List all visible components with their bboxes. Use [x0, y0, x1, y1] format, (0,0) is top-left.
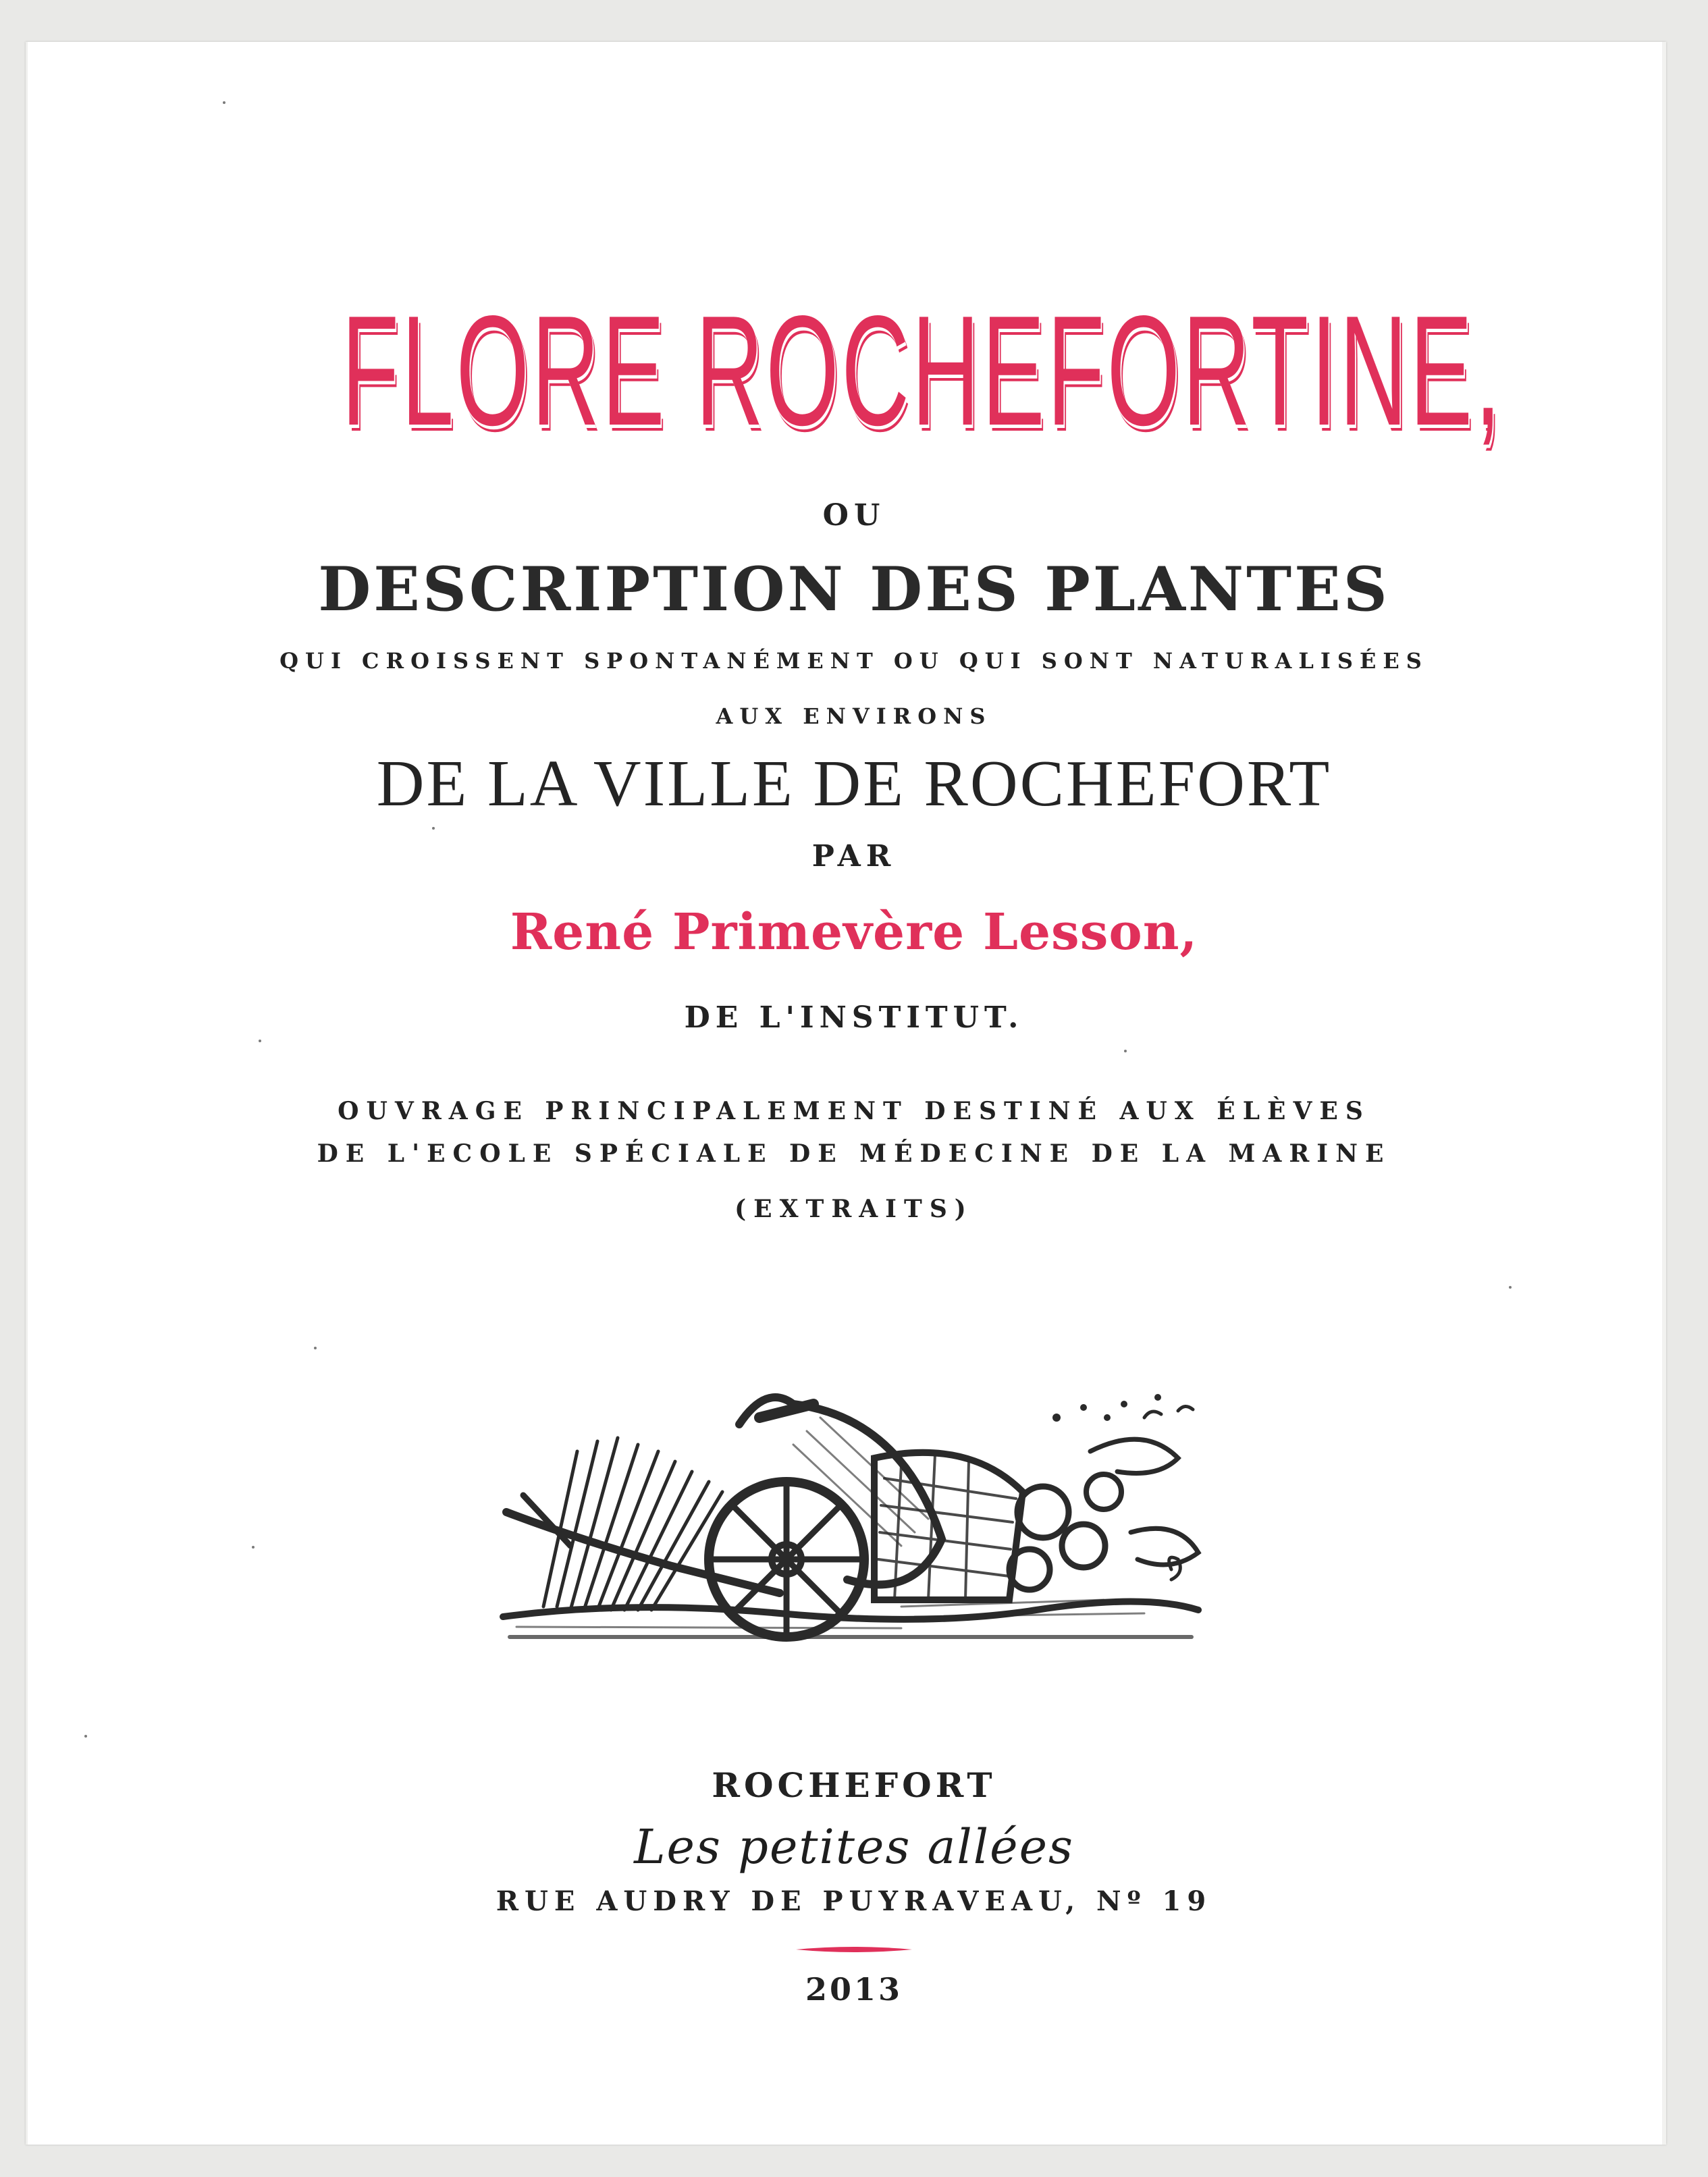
subtitle-line-4: DE LA VILLE DE ROCHEFORT — [376, 747, 1332, 820]
note-line-1: OUVRAGE PRINCIPALEMENT DESTINÉ AUX ÉLÈVES — [338, 1097, 1370, 1125]
subtitle-line-2: QUI CROISSENT SPONTANÉMENT OU QUI SONT NATURALISÉES — [279, 648, 1429, 674]
author-name: René Primevère Lesson, — [510, 903, 1198, 961]
author-affiliation: DE L'INSTITUT. — [684, 1000, 1024, 1035]
agricultural-still-life-engraving-icon — [496, 1377, 1212, 1654]
paper-speck — [259, 1040, 261, 1042]
imprint-address: RUE AUDRY DE PUYRAVEAU, Nº 19 — [496, 1885, 1212, 1917]
paper-speck — [84, 1735, 87, 1738]
note-line-2: DE L'ECOLE SPÉCIALE DE MÉDECINE DE LA MARINE — [317, 1139, 1391, 1168]
ornamental-rule — [793, 1943, 915, 1956]
book-title: FLORE ROCHEFORTINE, — [342, 284, 1503, 458]
paper-speck — [223, 101, 225, 104]
note-line-3: (EXTRAITS) — [735, 1195, 973, 1223]
title-conjunction: OU — [822, 498, 886, 533]
paper-speck — [432, 827, 435, 830]
paper-speck — [1509, 1286, 1512, 1289]
imprint-year: 2013 — [805, 1971, 903, 2008]
by-label: PAR — [811, 839, 897, 874]
book-subtitle: DESCRIPTION DES PLANTES — [318, 554, 1390, 625]
paper-speck — [314, 1347, 317, 1349]
paper-speck — [252, 1546, 255, 1549]
imprint-publisher: Les petites allées — [634, 1819, 1074, 1875]
imprint-city: ROCHEFORT — [712, 1765, 996, 1805]
paper-speck — [1124, 1050, 1127, 1052]
subtitle-line-3: AUX ENVIRONS — [716, 703, 992, 729]
